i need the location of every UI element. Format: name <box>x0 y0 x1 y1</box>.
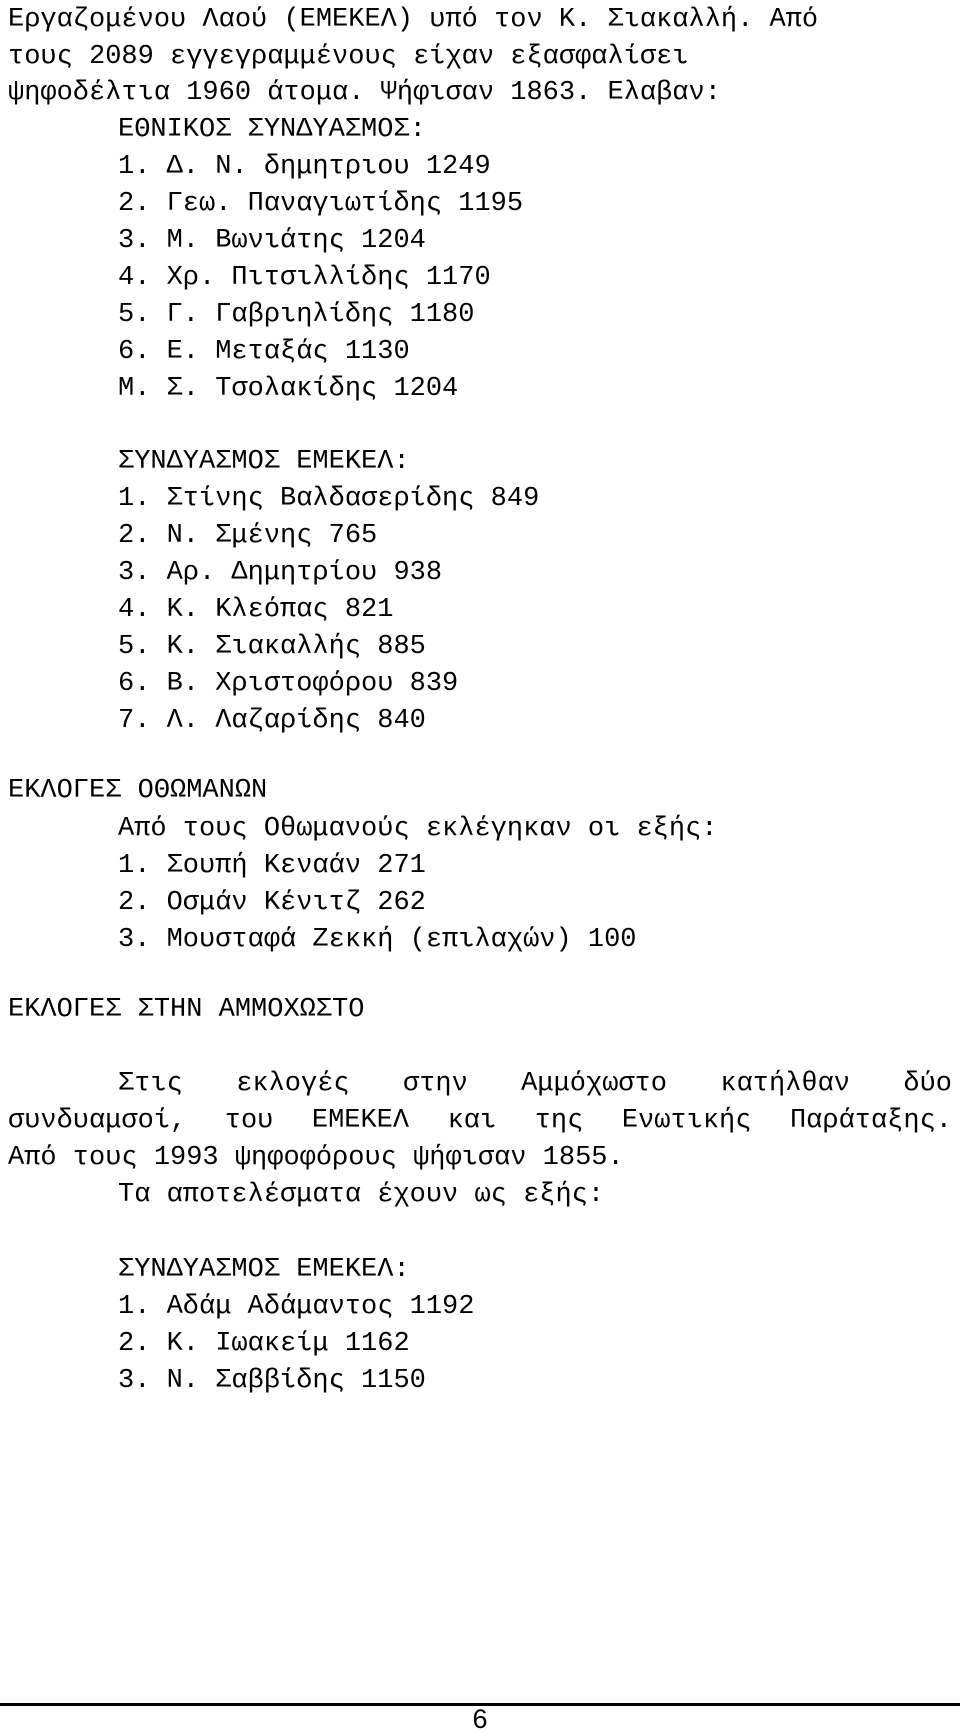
famagusta-list-item: 1. Αδάμ Αδάμαντος 1192 <box>118 1292 475 1322</box>
ethnikos-list-item: 6. Ε. Μεταξάς 1130 <box>118 337 410 367</box>
emekel-list-item: 7. Λ. Λαζαρίδης 840 <box>118 706 426 736</box>
ottoman-list-item: 1. Σουπή Κεναάν 271 <box>118 851 426 881</box>
emekel-list-item: 5. Κ. Σιακαλλής 885 <box>118 632 426 662</box>
page-number: 6 <box>472 1704 488 1734</box>
emekel-list-item: 6. Β. Χριστοφόρου 839 <box>118 669 459 699</box>
ethnikos-list-item: 4. Χρ. Πιτσιλλίδης 1170 <box>118 263 491 293</box>
famagusta-list-item: 2. Κ. Ιωακείμ 1162 <box>118 1329 410 1359</box>
ottoman-list-item: 3. Μουσταφά Ζεκκή (επιλαχών) 100 <box>118 925 637 955</box>
famagusta-paragraph-line-4: Τα αποτελέσματα έχουν ως εξής: <box>118 1180 605 1210</box>
ottoman-intro: Από τους Οθωμανούς εκλέγηκαν οι εξής: <box>118 814 718 844</box>
famagusta-heading: ΕΚΛΟΓΕΣ ΣΤΗΝ ΑΜΜΟΧΩΣΤΟ <box>8 995 365 1025</box>
ottoman-heading: ΕΚΛΟΓΕΣ ΟΘΩΜΑΝΩΝ <box>8 776 268 806</box>
intro-line-1: Εργαζομένου Λαού (ΕΜΕΚΕΛ) υπό τον Κ. Σιακαλλή. Από <box>8 5 819 35</box>
famagusta-list-item: 3. Ν. Σαββίδης 1150 <box>118 1366 426 1396</box>
famagusta-paragraph-line-3: Από τους 1993 ψηφοφόρους ψήφισαν 1855. <box>8 1143 624 1173</box>
intro-line-2: τους 2089 εγγεγραμμένους είχαν εξασφαλίσει <box>8 42 689 72</box>
ethnikos-list-item: Μ. Σ. Τσολακίδης 1204 <box>118 374 459 404</box>
emekel-list-item: 1. Στίνης Βαλδασερίδης 849 <box>118 484 540 514</box>
famagusta-emekel-heading: ΣΥΝΔΥΑΣΜΟΣ ΕΜΕΚΕΛ: <box>118 1255 410 1285</box>
famagusta-paragraph-line-1: Στις εκλογές στην Αμμόχωστο κατήλθαν δύο <box>118 1069 952 1099</box>
ethnikos-list-item: 3. Μ. Βωνιάτης 1204 <box>118 226 426 256</box>
ethnikos-list-item: 1. Δ. Ν. δημητριου 1249 <box>118 152 491 182</box>
famagusta-paragraph-line-2: συνδυαμσοί, του ΕΜΕΚΕΛ και της Ενωτικής Παράταξης. <box>8 1106 952 1136</box>
ethnikos-heading: ΕΘΝΙΚΟΣ ΣΥΝΔΥΑΣΜΟΣ: <box>118 115 426 145</box>
emekel-list-item: 4. Κ. Κλεόπας 821 <box>118 595 394 625</box>
ottoman-list-item: 2. Οσμάν Κένιτζ 262 <box>118 888 426 918</box>
emekel-heading: ΣΥΝΔΥΑΣΜΟΣ ΕΜΕΚΕΛ: <box>118 447 410 477</box>
intro-line-3: ψηφοδέλτια 1960 άτομα. Ψήφισαν 1863. Ελαβαν: <box>8 78 721 108</box>
ethnikos-list-item: 2. Γεω. Παναγιωτίδης 1195 <box>118 189 524 219</box>
ethnikos-list-item: 5. Γ. Γαβριηλίδης 1180 <box>118 300 475 330</box>
emekel-list-item: 3. Αρ. Δημητρίου 938 <box>118 558 443 588</box>
emekel-list-item: 2. Ν. Σμένης 765 <box>118 521 378 551</box>
